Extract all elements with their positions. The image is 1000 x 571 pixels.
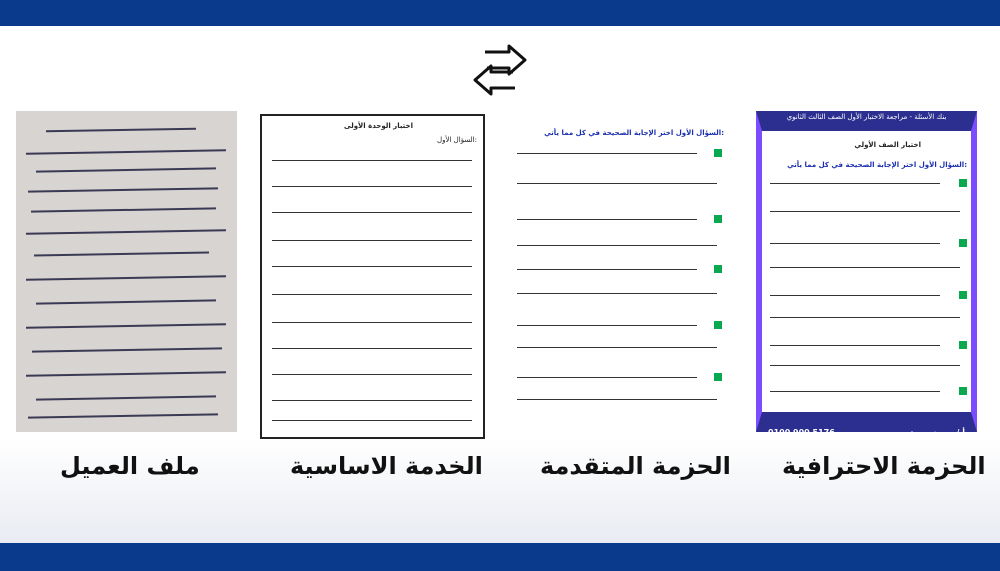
pro-package-label: الحزمة الاحترافية [782, 452, 986, 480]
pro-doc-title: اختبار الصف الأولي [854, 141, 921, 149]
adv-doc-heading: السؤال الأول اختر الإجابة الصحيحة في كل مما يأتي: [544, 129, 724, 137]
pro-doc-author: أ / محمد جمعة [909, 428, 965, 437]
bottom-band [0, 543, 1000, 571]
basic-doc-q1: السؤال الأول: [437, 136, 477, 144]
client-file-label: ملف العميل [60, 452, 200, 480]
pro-doc-phone: 0100 900 5176 [768, 428, 835, 437]
pro-package-doc [756, 111, 977, 437]
basic-service-label: الخدمة الاساسية [290, 452, 483, 480]
swap-arrows-icon [465, 44, 535, 96]
basic-service-doc [260, 114, 485, 439]
pro-doc-heading: السؤال الأول اختر الإجابة الصحيحة في كل مما يأتي: [787, 161, 967, 169]
top-band [0, 0, 1000, 26]
advanced-package-label: الحزمة المتقدمة [540, 452, 731, 480]
basic-doc-title: اختبار الوحدة الأولى [343, 122, 413, 130]
advanced-package-doc [507, 111, 728, 432]
client-file-image [16, 111, 237, 432]
pro-doc-top-bar: بنك الأسئلة - مراجعة الاختبار الأول الصف الثالث الثانوي [786, 113, 947, 121]
